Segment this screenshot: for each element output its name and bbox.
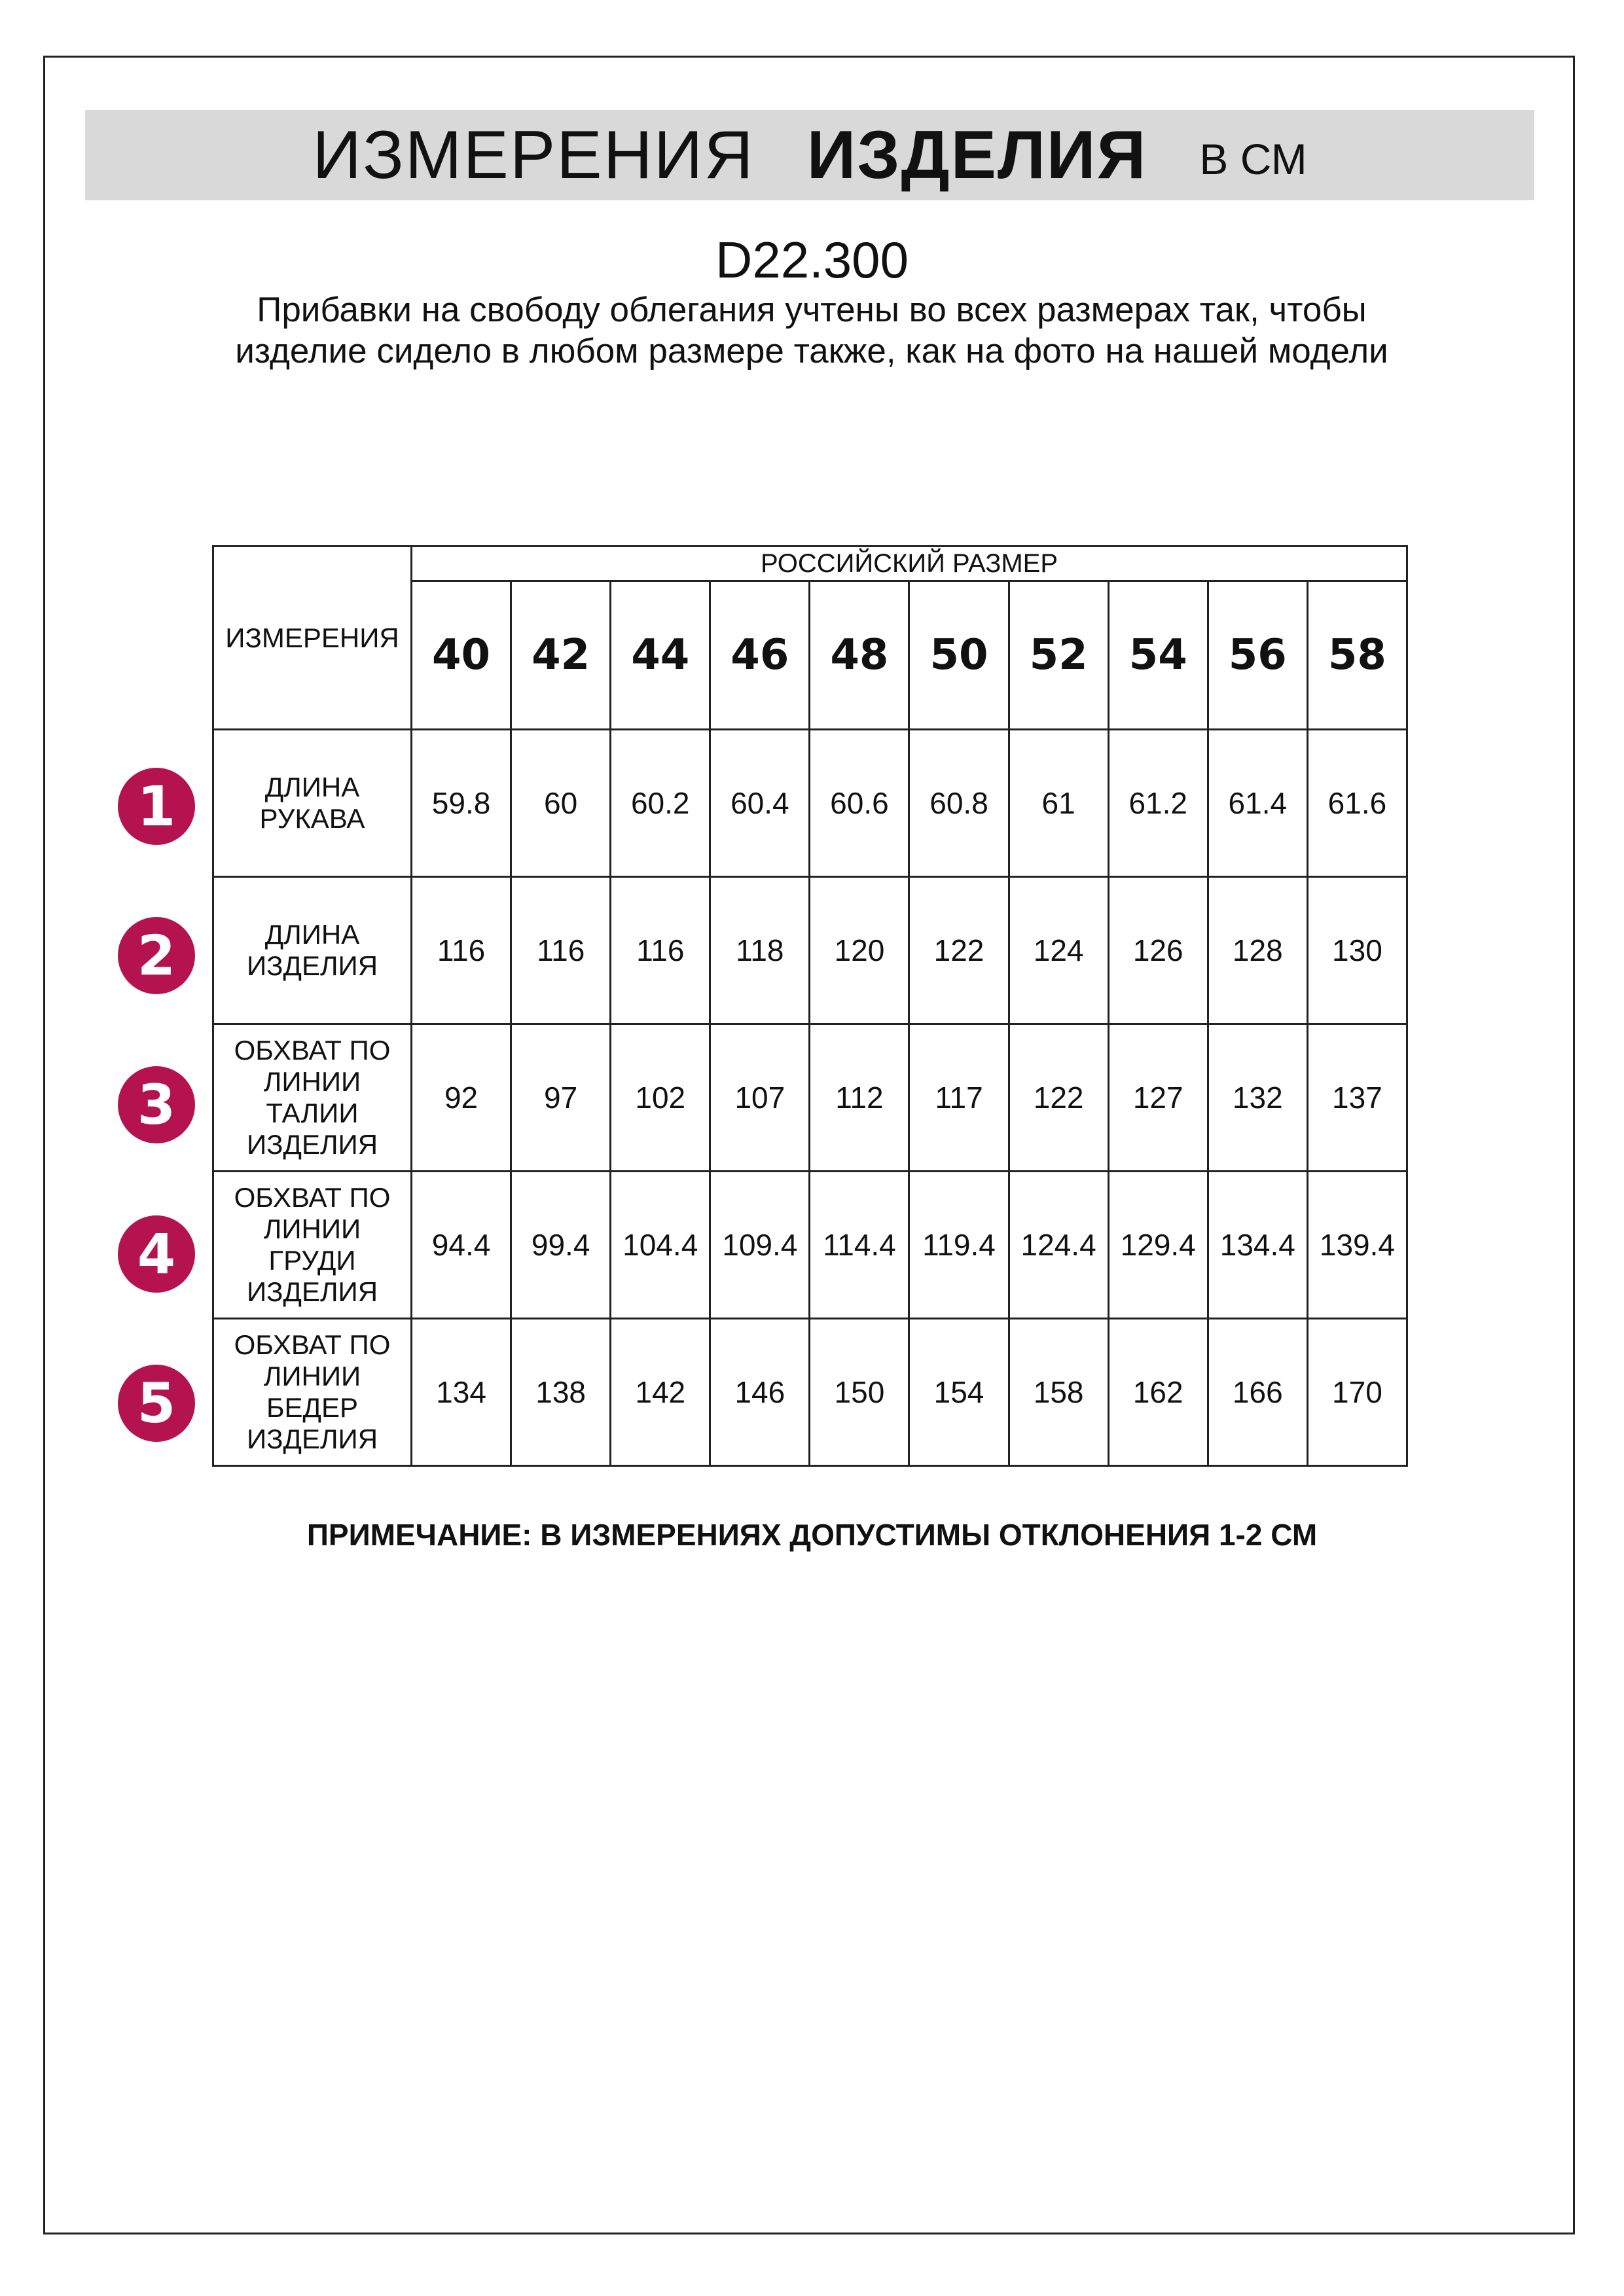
value-cell: 130 [1307,877,1407,1024]
value-cell: 117 [909,1024,1009,1172]
row-label [213,730,412,877]
row-number-badge: 4 [118,1215,195,1293]
size-header-48: 48 [810,581,909,730]
value-cell: 61.6 [1307,730,1407,877]
value-cell: 116 [611,877,710,1024]
size-table [212,545,1408,1467]
row-label-line: ДЛИНА [264,919,360,950]
row-number-badge: 5 [118,1365,195,1442]
size-header-42: 42 [511,581,611,730]
value-cell: 60.4 [710,730,810,877]
value-cell: 60.2 [611,730,710,877]
value-cell: 150 [810,1319,909,1466]
row-label-line: ИЗДЕЛИЯ [246,1424,378,1454]
value-cell: 118 [710,877,810,1024]
value-cell: 116 [412,877,511,1024]
value-cell: 129.4 [1108,1172,1208,1319]
value-cell: 61 [1009,730,1108,877]
value-cell: 97 [511,1024,611,1172]
table-row [213,877,1407,1024]
value-cell: 107 [710,1024,810,1172]
row-label-line: ИЗДЕЛИЯ [246,950,378,981]
size-header-44: 44 [611,581,710,730]
row-label-line: ОБХВАТ ПО [234,1182,391,1213]
value-cell: 116 [511,877,611,1024]
table-row [213,1172,1407,1319]
value-cell: 128 [1208,877,1307,1024]
row-label-line: ТАЛИИ [266,1098,359,1128]
row-label [213,877,412,1024]
value-cell: 122 [909,877,1009,1024]
row-number-badge: 1 [118,768,195,845]
value-cell: 154 [909,1319,1009,1466]
size-group-header: РОССИЙСКИЙ РАЗМЕР [412,547,1407,581]
value-cell: 170 [1307,1319,1407,1466]
value-cell: 61.4 [1208,730,1307,877]
description: Прибавки на свободу облегания учтены во всех размерах так, чтобы изделие сидело в любом размере также, как на фото на нашей модели [235,291,1388,370]
value-cell: 124.4 [1009,1172,1108,1319]
row-label-line: ГРУДИ [268,1245,356,1276]
title-part-1: ИЗМЕРЕНИЯ [312,117,755,193]
table-row [213,730,1407,877]
row-label-line: ЛИНИИ [263,1361,361,1391]
value-cell: 158 [1009,1319,1108,1466]
row-label-line: ИЗДЕЛИЯ [246,1129,378,1160]
table-row [213,1319,1407,1466]
value-cell: 119.4 [909,1172,1009,1319]
row-label-line: РУКАВА [259,803,365,834]
value-cell: 59.8 [412,730,511,877]
value-cell: 60.8 [909,730,1009,877]
value-cell: 109.4 [710,1172,810,1319]
value-cell: 137 [1307,1024,1407,1172]
size-header-58: 58 [1307,581,1407,730]
table-body [213,730,1407,1466]
value-cell: 114.4 [810,1172,909,1319]
size-header-50: 50 [909,581,1009,730]
value-cell: 142 [611,1319,710,1466]
row-label-line: ДЛИНА [264,772,360,802]
row-number-badge: 3 [118,1066,195,1143]
row-label-line: ИЗДЕЛИЯ [246,1276,378,1307]
row-label-line: ЛИНИИ [263,1213,361,1244]
value-cell: 146 [710,1319,810,1466]
table-row [213,1024,1407,1172]
row-number-badge: 2 [118,917,195,994]
value-cell: 112 [810,1024,909,1172]
value-cell: 166 [1208,1319,1307,1466]
value-cell: 162 [1108,1319,1208,1466]
value-cell: 126 [1108,877,1208,1024]
row-label-line: ОБХВАТ ПО [234,1329,391,1360]
size-header-54: 54 [1108,581,1208,730]
title-part-2: ИЗДЕЛИЯ [806,117,1147,193]
row-label-line: ОБХВАТ ПО [234,1035,391,1066]
value-cell: 120 [810,877,909,1024]
value-cell: 132 [1208,1024,1307,1172]
row-label [213,1172,412,1319]
value-cell: 92 [412,1024,511,1172]
row-label-line: ЛИНИИ [263,1066,361,1097]
size-header-52: 52 [1009,581,1108,730]
size-header-40: 40 [412,581,511,730]
model-code: D22.300 [715,231,909,289]
size-header-56: 56 [1208,581,1307,730]
value-cell: 127 [1108,1024,1208,1172]
row-label [213,1024,412,1172]
value-cell: 134.4 [1208,1172,1307,1319]
size-header-46: 46 [710,581,810,730]
row-label-line: БЕДЕР [266,1392,359,1423]
value-cell: 139.4 [1307,1172,1407,1319]
value-cell: 134 [412,1319,511,1466]
value-cell: 60.6 [810,730,909,877]
title-banner [85,110,1534,200]
footnote: ПРИМЕЧАНИЕ: В ИЗМЕРЕНИЯХ ДОПУСТИМЫ ОТКЛОНЕНИЯ 1-2 СМ [306,1518,1318,1552]
value-cell: 60 [511,730,611,877]
value-cell: 122 [1009,1024,1108,1172]
row-label [213,1319,412,1466]
value-cell: 102 [611,1024,710,1172]
value-cell: 99.4 [511,1172,611,1319]
value-cell: 124 [1009,877,1108,1024]
title-unit: В СМ [1199,135,1307,183]
value-cell: 61.2 [1108,730,1208,877]
value-cell: 104.4 [611,1172,710,1319]
value-cell: 94.4 [412,1172,511,1319]
value-cell: 138 [511,1319,611,1466]
measure-header: ИЗМЕРЕНИЯ [213,547,412,730]
